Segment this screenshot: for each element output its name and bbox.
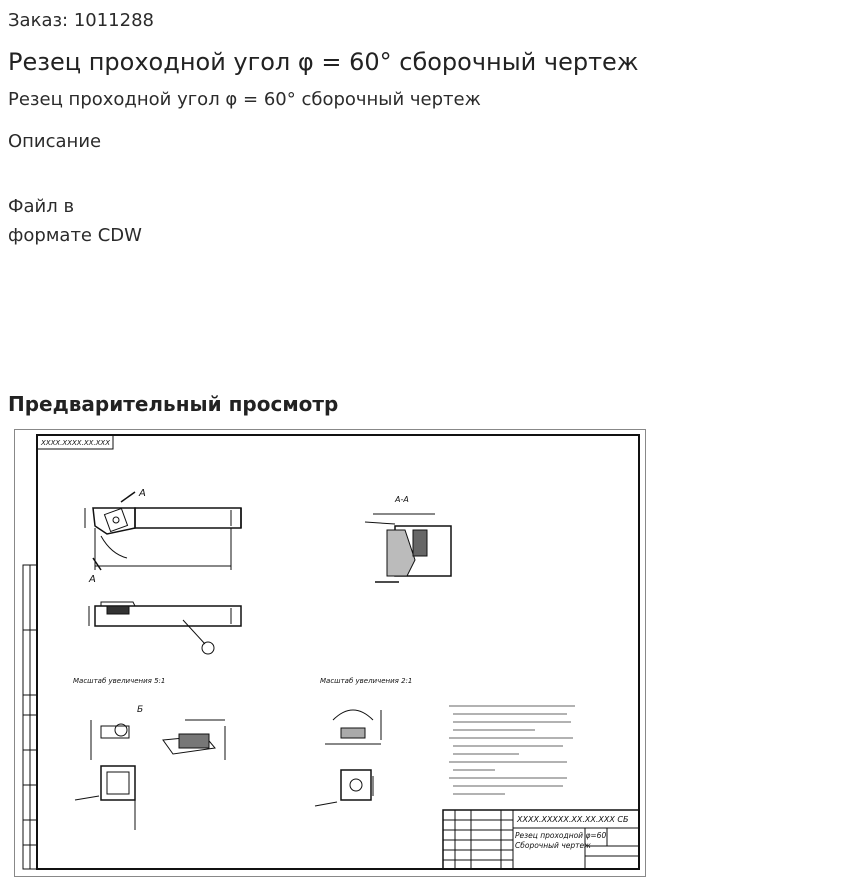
description-text [8,192,168,250]
view-b-label: Б [137,705,144,715]
description-line-1: Файл в [8,196,75,217]
technical-notes [449,706,575,794]
page-title: Резец проходной угол φ = 60° сборочный чертеж [8,48,639,76]
scale-right-label: Масштаб увеличения 2:1 [320,677,413,685]
title-block [443,810,639,869]
cutter-side-view [89,602,241,654]
scale-left-label: Масштаб увеличения 5:1 [73,677,166,685]
cutter-top-view [85,488,241,585]
stamp-code: ХХХХ.ХХХХ.ХХ.ХХХ [41,439,111,447]
view-a-a-label: А-А [395,495,409,504]
title-code: ХХХХ.ХХХХХ.ХХ.ХХ.ХХХ СБ [517,815,629,824]
description-heading: Описание [8,131,102,152]
order-number: Заказ: 1011288 [8,10,154,31]
mark-a-bottom: А [89,574,96,585]
detail-views-middle [315,710,381,806]
description-line-2: формате CDW [8,225,142,246]
preview-heading: Предварительный просмотр [8,392,339,416]
mark-a-top: А [139,488,146,499]
section-a-a [365,495,451,582]
detail-views-left [75,705,225,830]
drawing-frame [37,435,639,869]
page-subtitle: Резец проходной угол φ = 60° сборочный чертеж [8,89,481,110]
preview-image[interactable] [14,429,646,877]
drawing-svg [15,430,645,876]
title-name-2: Сборочный чертеж [515,841,591,850]
balloon-1 [202,642,214,654]
title-name-1: Резец проходной φ=60 [515,831,607,840]
